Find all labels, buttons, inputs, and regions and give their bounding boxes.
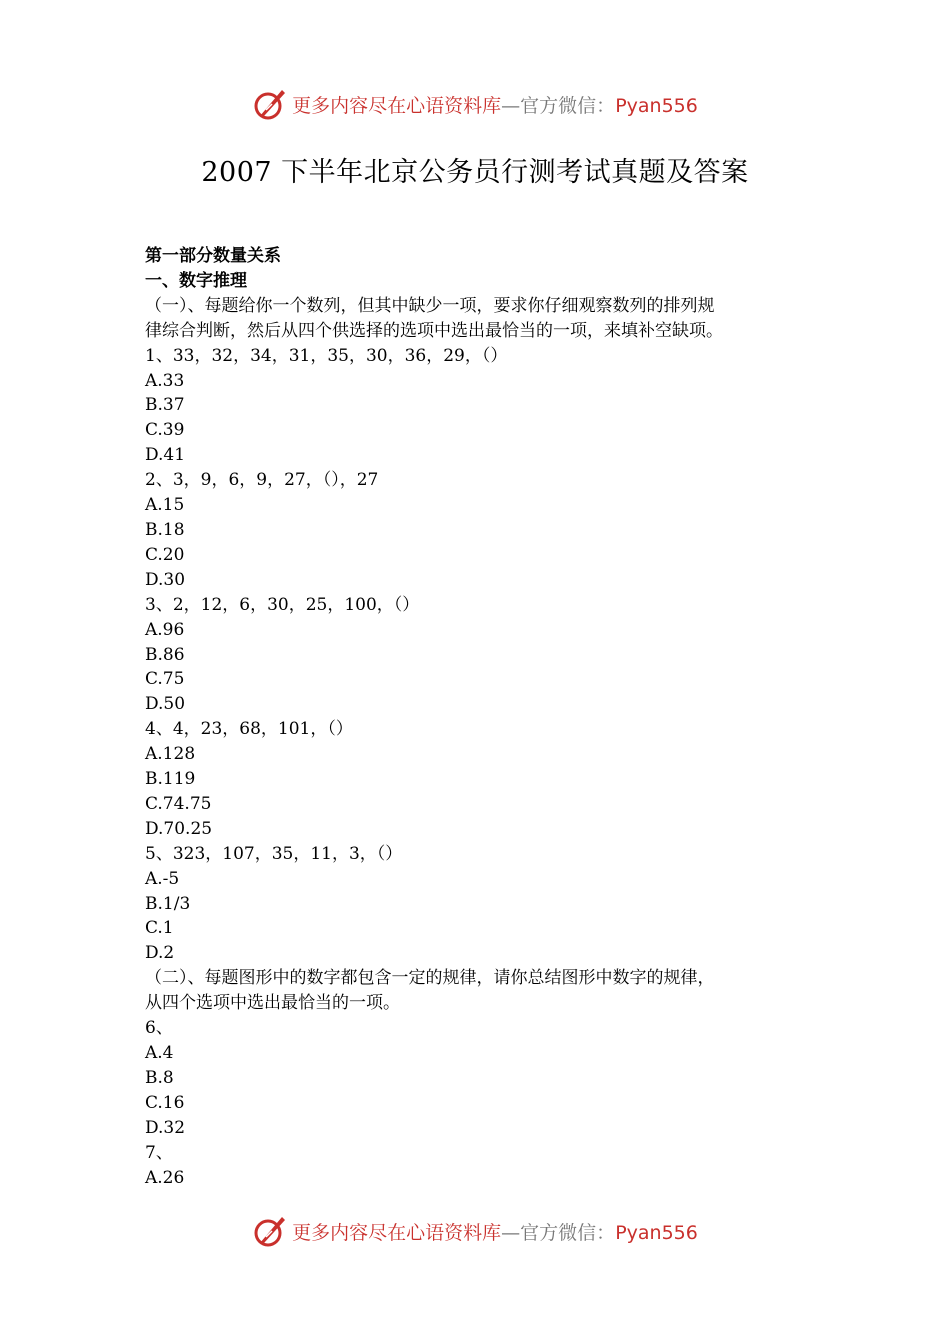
banner-separator: — — [501, 94, 521, 117]
text-line: 6、 — [145, 1018, 173, 1039]
text-line: B.37 — [145, 395, 185, 416]
text-line: 5、323，107，35，11，3，（） — [145, 843, 403, 864]
brand-text: 更多内容尽在心语资料库 — [292, 94, 502, 117]
text-line: C.16 — [145, 1092, 185, 1113]
text-line: 律综合判断，然后从四个供选择的选项中选出最恰当的一项，来填补空缺项。 — [145, 320, 723, 341]
text-line: D.30 — [145, 569, 186, 590]
text-line: A.26 — [145, 1167, 185, 1188]
text-line: D.2 — [145, 943, 175, 964]
text-line: C.39 — [145, 420, 185, 441]
text-line: B.8 — [145, 1067, 174, 1088]
text-line: B.18 — [145, 519, 185, 540]
text-line: D.70.25 — [145, 818, 213, 839]
text-line: A.-5 — [145, 868, 180, 889]
text-line: C.20 — [145, 544, 185, 565]
text-line: 3、2，12，6，30，25，100，（） — [145, 594, 420, 615]
text-line: D.50 — [145, 694, 186, 715]
footer-banner — [0, 1211, 950, 1251]
text-line: （二）、每题图形中的数字都包含一定的规律，请你总结图形中数字的规律， — [145, 968, 715, 989]
wechat-id: Pyan556 — [615, 94, 698, 117]
text-line: A.96 — [145, 619, 185, 640]
wechat-label: 官方微信： — [520, 94, 616, 117]
text-line: A.15 — [145, 495, 185, 516]
header-banner — [0, 84, 950, 124]
text-line: 2、3，9，6，9，27，（），27 — [145, 470, 379, 491]
text-line: 4、4，23，68，101，（） — [145, 719, 353, 740]
text-line: B.86 — [145, 644, 185, 665]
text-line: （一）、每题给你一个数列，但其中缺少一项，要求你仔细观察数列的排列规 — [145, 295, 715, 316]
text-line: B.119 — [145, 769, 196, 790]
text-line: 7、 — [145, 1142, 173, 1163]
text-line: D.32 — [145, 1117, 186, 1138]
text-line: A.33 — [145, 370, 185, 391]
banner-text — [292, 1218, 698, 1245]
quill-logo-icon — [252, 1213, 288, 1249]
banner-separator: — — [501, 1221, 521, 1244]
wechat-id: Pyan556 — [615, 1221, 698, 1244]
text-line: B.1/3 — [145, 893, 191, 914]
text-line: D.41 — [145, 445, 186, 466]
document-title: 2007 下半年北京公务员行测考试真题及答案 — [201, 157, 749, 188]
text-line: C.75 — [145, 669, 185, 690]
quill-logo-icon — [252, 86, 288, 122]
banner-text — [292, 91, 698, 118]
wechat-label: 官方微信： — [520, 1221, 616, 1244]
brand-text: 更多内容尽在心语资料库 — [292, 1221, 502, 1244]
text-line: C.1 — [145, 918, 174, 939]
text-line: C.74.75 — [145, 793, 212, 814]
text-line: A.128 — [145, 744, 196, 765]
text-line: A.4 — [145, 1043, 174, 1063]
text-line: 从四个选项中选出最恰当的一项。 — [145, 993, 400, 1014]
text-line: 1、33，32，34，31，35，30，36，29，（） — [145, 345, 508, 366]
section-heading: 第一部分数量关系 — [145, 246, 281, 266]
document-body — [145, 244, 825, 1190]
section-heading: 一、数字推理 — [145, 270, 247, 291]
